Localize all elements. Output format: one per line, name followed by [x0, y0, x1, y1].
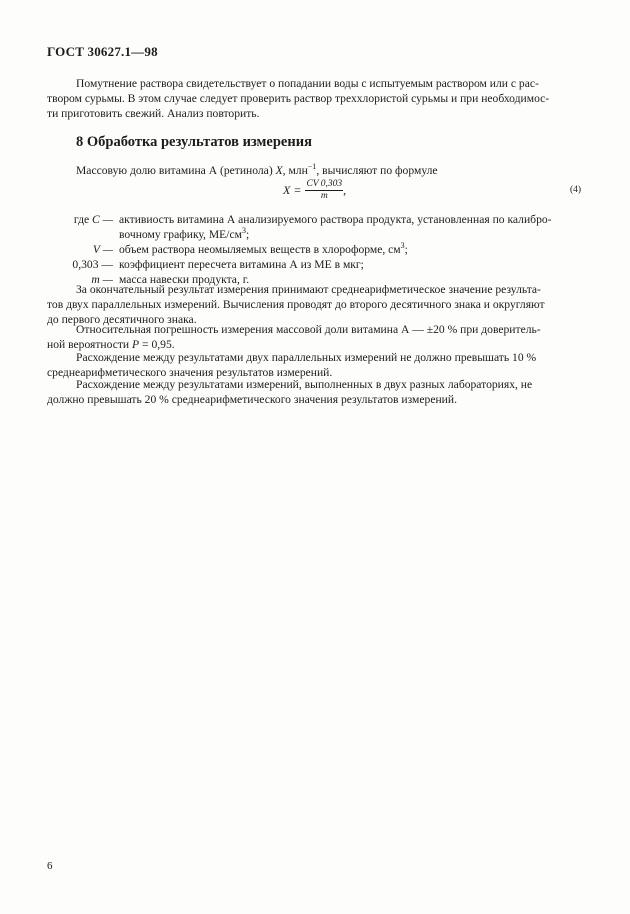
- exponent: 3: [241, 226, 246, 236]
- formula-denominator: m: [320, 191, 328, 201]
- term-coefficient: 0,303 —: [72, 258, 113, 271]
- definition-term: [47, 242, 113, 257]
- definition-v: [47, 242, 583, 257]
- definition-term: [47, 212, 113, 242]
- text-line: Расхождение между результатами двух параллельных измерений не должно превышать 10 %: [76, 351, 537, 364]
- definition-desc: [113, 212, 583, 242]
- definitions-list: [47, 212, 583, 287]
- text-line: За окончательный результат измерения принимают среднеарифметическое значение результа-: [76, 283, 541, 296]
- results-paragraph-2: [47, 322, 583, 352]
- results-paragraph-4: [47, 377, 583, 407]
- text-line: до первого десятичного знака.: [47, 313, 197, 326]
- formula-4: [283, 179, 346, 202]
- desc-end: ;: [245, 228, 250, 241]
- text-line: должно превышать 20 % среднеарифметического значения результатов измерений.: [47, 393, 457, 406]
- text-line: ной вероятности: [47, 338, 133, 351]
- formula-comma: ,: [343, 183, 347, 197]
- definition-c: [47, 212, 583, 242]
- formula-numerator: CV 0,303: [306, 179, 343, 189]
- equation-number: (4): [570, 185, 582, 195]
- unit-text: , млн: [282, 164, 308, 177]
- text-line: Расхождение между результатами измерений, выполненных в двух разных лабораториях, не: [76, 378, 533, 391]
- formula-intro-tail: , вычисляют по формуле: [316, 164, 438, 177]
- intro-line: Помутнение раствора свидетельствует о попадании воды с испытуемым раствором или с рас-: [76, 77, 539, 90]
- variable-x: X: [275, 164, 283, 177]
- page-number: 6: [47, 860, 53, 872]
- section-title: 8 Обработка результатов измерения: [76, 134, 312, 150]
- text-line: Относительная погрешность измерения массовой доли витамина А — ±20 % при доверитель-: [76, 323, 541, 336]
- results-paragraph-3: [47, 350, 583, 380]
- term-c: C —: [92, 213, 113, 226]
- formula-intro-text: Массовую долю витамина А (ретинола): [76, 164, 276, 177]
- intro-line: ти приготовить свежий. Анализ повторить.: [47, 107, 260, 120]
- term-m: m —: [91, 273, 113, 286]
- variable-p: P: [132, 338, 140, 351]
- unit-exponent: −1: [307, 162, 317, 172]
- exponent: 3: [400, 241, 405, 251]
- intro-line: твором сурьмы. В этом случае следует проверить раствор треххлористой сурьмы и при необходимос-: [47, 92, 550, 105]
- term-v: V —: [92, 243, 113, 256]
- desc-line: коэффициент пересчета витамина А из МЕ в мкг;: [119, 258, 364, 271]
- document-header: ГОСТ 30627.1—98: [47, 44, 158, 59]
- definition-desc: [113, 242, 583, 257]
- formula-fraction: [305, 179, 343, 202]
- definition-desc: [113, 257, 583, 272]
- text-line: среднеарифметического значения результатов измерений.: [47, 366, 333, 379]
- desc-end: ;: [404, 243, 408, 256]
- text-line: = 0,95.: [139, 338, 175, 351]
- intro-paragraph: [47, 76, 583, 121]
- definition-term: [47, 257, 113, 272]
- formula-lhs: X =: [283, 183, 302, 197]
- desc-line: масса навески продукта, г.: [119, 273, 250, 286]
- desc-line: вочному графику, МЕ/см: [119, 228, 242, 241]
- text-line: тов двух параллельных измерений. Вычисления проводят до второго десятичного знака и округляют: [47, 298, 545, 311]
- desc-line: активиость витамина А анализируемого раствора продукта, установленная по калибро-: [119, 213, 552, 226]
- formula-intro: [47, 163, 583, 178]
- definition-coefficient: [47, 257, 583, 272]
- where-word: где: [73, 213, 90, 226]
- results-paragraph-1: [47, 282, 583, 327]
- desc-line: объем раствора неомыляемых веществ в хлороформе, см: [119, 243, 401, 256]
